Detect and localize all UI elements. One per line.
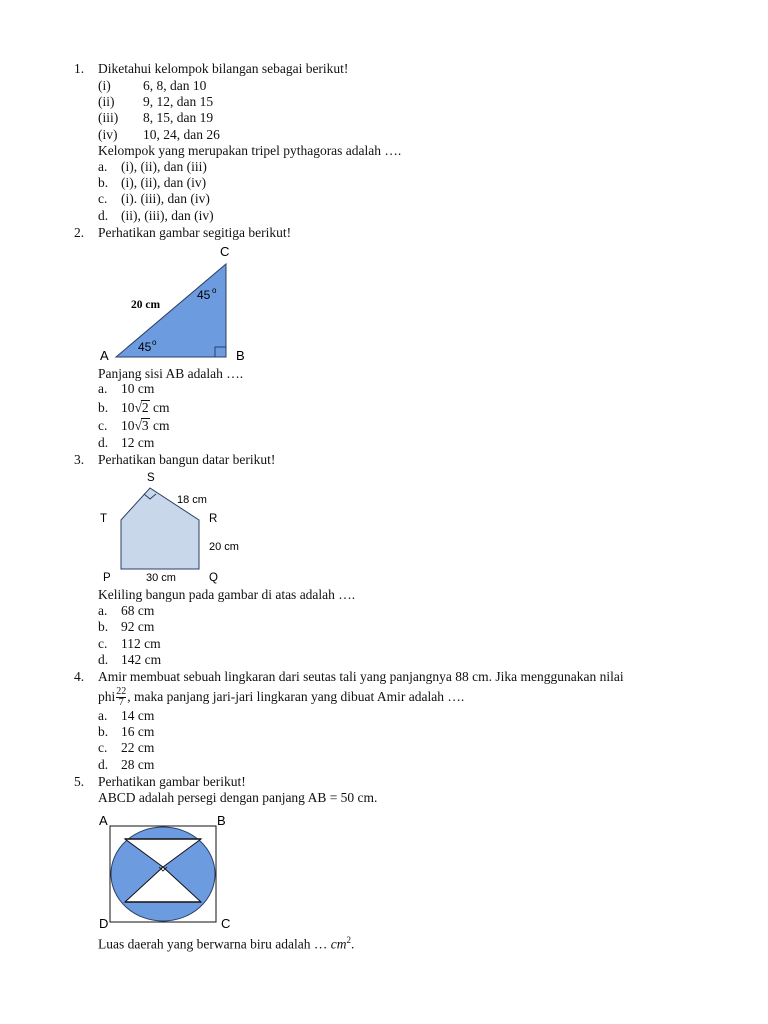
question-text (98, 932, 738, 953)
vertex-label-t: T (100, 513, 108, 525)
question-number: 1. (74, 61, 85, 76)
option-label: a. (98, 708, 108, 723)
period: . (351, 936, 355, 952)
unit: cm (153, 418, 170, 433)
option-text: 22 cm (121, 740, 155, 755)
vertex-label-c: C (221, 916, 231, 931)
option-label: b. (98, 724, 109, 739)
square-circle-figure (0, 810, 768, 930)
angle-c-label: 45 (197, 288, 211, 302)
group-value: 6, 8, dan 10 (143, 78, 207, 93)
question-text-rest: , maka panjang jari-jari lingkaran yang dibuat Amir adalah …. (127, 689, 465, 704)
option-label: a. (98, 159, 108, 174)
option-label: b. (98, 400, 109, 415)
question-text: Panjang sisi AB adalah …. (98, 366, 244, 381)
option-label: d. (98, 435, 109, 450)
question-number: 3. (74, 452, 85, 467)
fraction (116, 687, 126, 708)
hypotenuse-label: 20 cm (131, 299, 161, 311)
group-label: (i) (98, 78, 111, 93)
fraction-numerator: 22 (116, 686, 127, 698)
option-text: (ii), (iii), dan (iv) (121, 208, 214, 223)
vertex-label-q: Q (209, 572, 218, 584)
pentagon-figure (0, 468, 768, 588)
question-prompt: Diketahui kelompok bilangan sebagai berikut! (98, 61, 349, 76)
option-text: 10 cm (121, 381, 155, 396)
side-sr-label: 18 cm (177, 494, 207, 506)
question-info: ABCD adalah persegi dengan panjang AB = 50 cm. (98, 790, 378, 805)
coefficient: 10 (121, 400, 135, 415)
option-label: c. (98, 191, 108, 206)
option-label: c. (98, 740, 108, 755)
question-number: 4. (74, 669, 85, 684)
vertex-label-s: S (147, 472, 155, 484)
option-text: 28 cm (121, 757, 155, 772)
group-value: 10, 24, dan 26 (143, 127, 220, 142)
option-label: d. (98, 652, 109, 667)
question-text-main: Luas daerah yang berwarna biru adalah … (98, 936, 328, 952)
option-text: 112 cm (121, 636, 161, 651)
option-label: a. (98, 381, 108, 396)
option-text: (i). (iii), dan (iv) (121, 191, 210, 206)
unit: cm (153, 400, 170, 415)
degree-mark: o (152, 338, 157, 347)
unit: cm (330, 936, 347, 952)
coefficient: 10 (121, 418, 135, 433)
question-text-line-2 (98, 686, 738, 708)
option-label: b. (98, 619, 109, 634)
radicand: 2 (141, 400, 149, 415)
option-label: c. (98, 636, 108, 651)
vertex-label-d: D (99, 916, 109, 931)
phi-text: phi (98, 689, 116, 704)
option-text: 14 cm (121, 708, 155, 723)
question-number: 5. (74, 774, 85, 789)
triangle-figure (0, 242, 768, 372)
question-number: 2. (74, 225, 85, 240)
vertex-label-a: A (99, 813, 108, 828)
sqrt-icon: √ (134, 400, 142, 415)
question-text: Amir membuat sebuah lingkaran dari seutas tali yang panjangnya 88 cm. Jika menggunakan nilai (98, 669, 624, 684)
question-prompt: Perhatikan bangun datar berikut! (98, 452, 276, 467)
fraction-denominator: 7 (116, 697, 126, 708)
option-label: a. (98, 603, 108, 618)
group-value: 8, 15, dan 19 (143, 110, 214, 125)
option-text: (i), (ii), dan (iii) (121, 159, 207, 174)
radicand: 3 (141, 418, 149, 433)
option-text: 68 cm (121, 603, 155, 618)
vertex-label-r: R (209, 513, 218, 525)
option-label: b. (98, 175, 109, 190)
vertex-label-a: A (100, 348, 109, 363)
question-text: Keliling bangun pada gambar di atas adalah …. (98, 587, 356, 602)
group-label: (ii) (98, 94, 115, 109)
option-text (121, 418, 170, 434)
option-text: 92 cm (121, 619, 155, 634)
option-text: (i), (ii), dan (iv) (121, 175, 207, 190)
group-label: (iii) (98, 110, 119, 125)
vertex-label-p: P (103, 572, 111, 584)
question-prompt: Perhatikan gambar berikut! (98, 774, 246, 789)
group-value: 9, 12, dan 15 (143, 94, 214, 109)
option-label: c. (98, 418, 108, 433)
vertex-label-c: C (220, 244, 230, 259)
option-text (121, 400, 170, 416)
option-text: 142 cm (121, 652, 162, 667)
option-label: d. (98, 208, 109, 223)
option-text: 16 cm (121, 724, 155, 739)
option-label: d. (98, 757, 109, 772)
vertex-label-b: B (217, 813, 226, 828)
unit-power: 2 (346, 935, 352, 945)
side-pq-label: 30 cm (146, 572, 176, 584)
option-text: 12 cm (121, 435, 155, 450)
sqrt-icon: √ (134, 418, 142, 433)
vertex-label-b: B (236, 348, 245, 363)
question-text: Kelompok yang merupakan tripel pythagoras adalah …. (98, 143, 402, 158)
side-rq-label: 20 cm (209, 541, 239, 553)
question-prompt: Perhatikan gambar segitiga berikut! (98, 225, 292, 240)
group-label: (iv) (98, 127, 118, 142)
degree-mark: o (212, 286, 217, 295)
angle-a-label: 45 (138, 340, 152, 354)
